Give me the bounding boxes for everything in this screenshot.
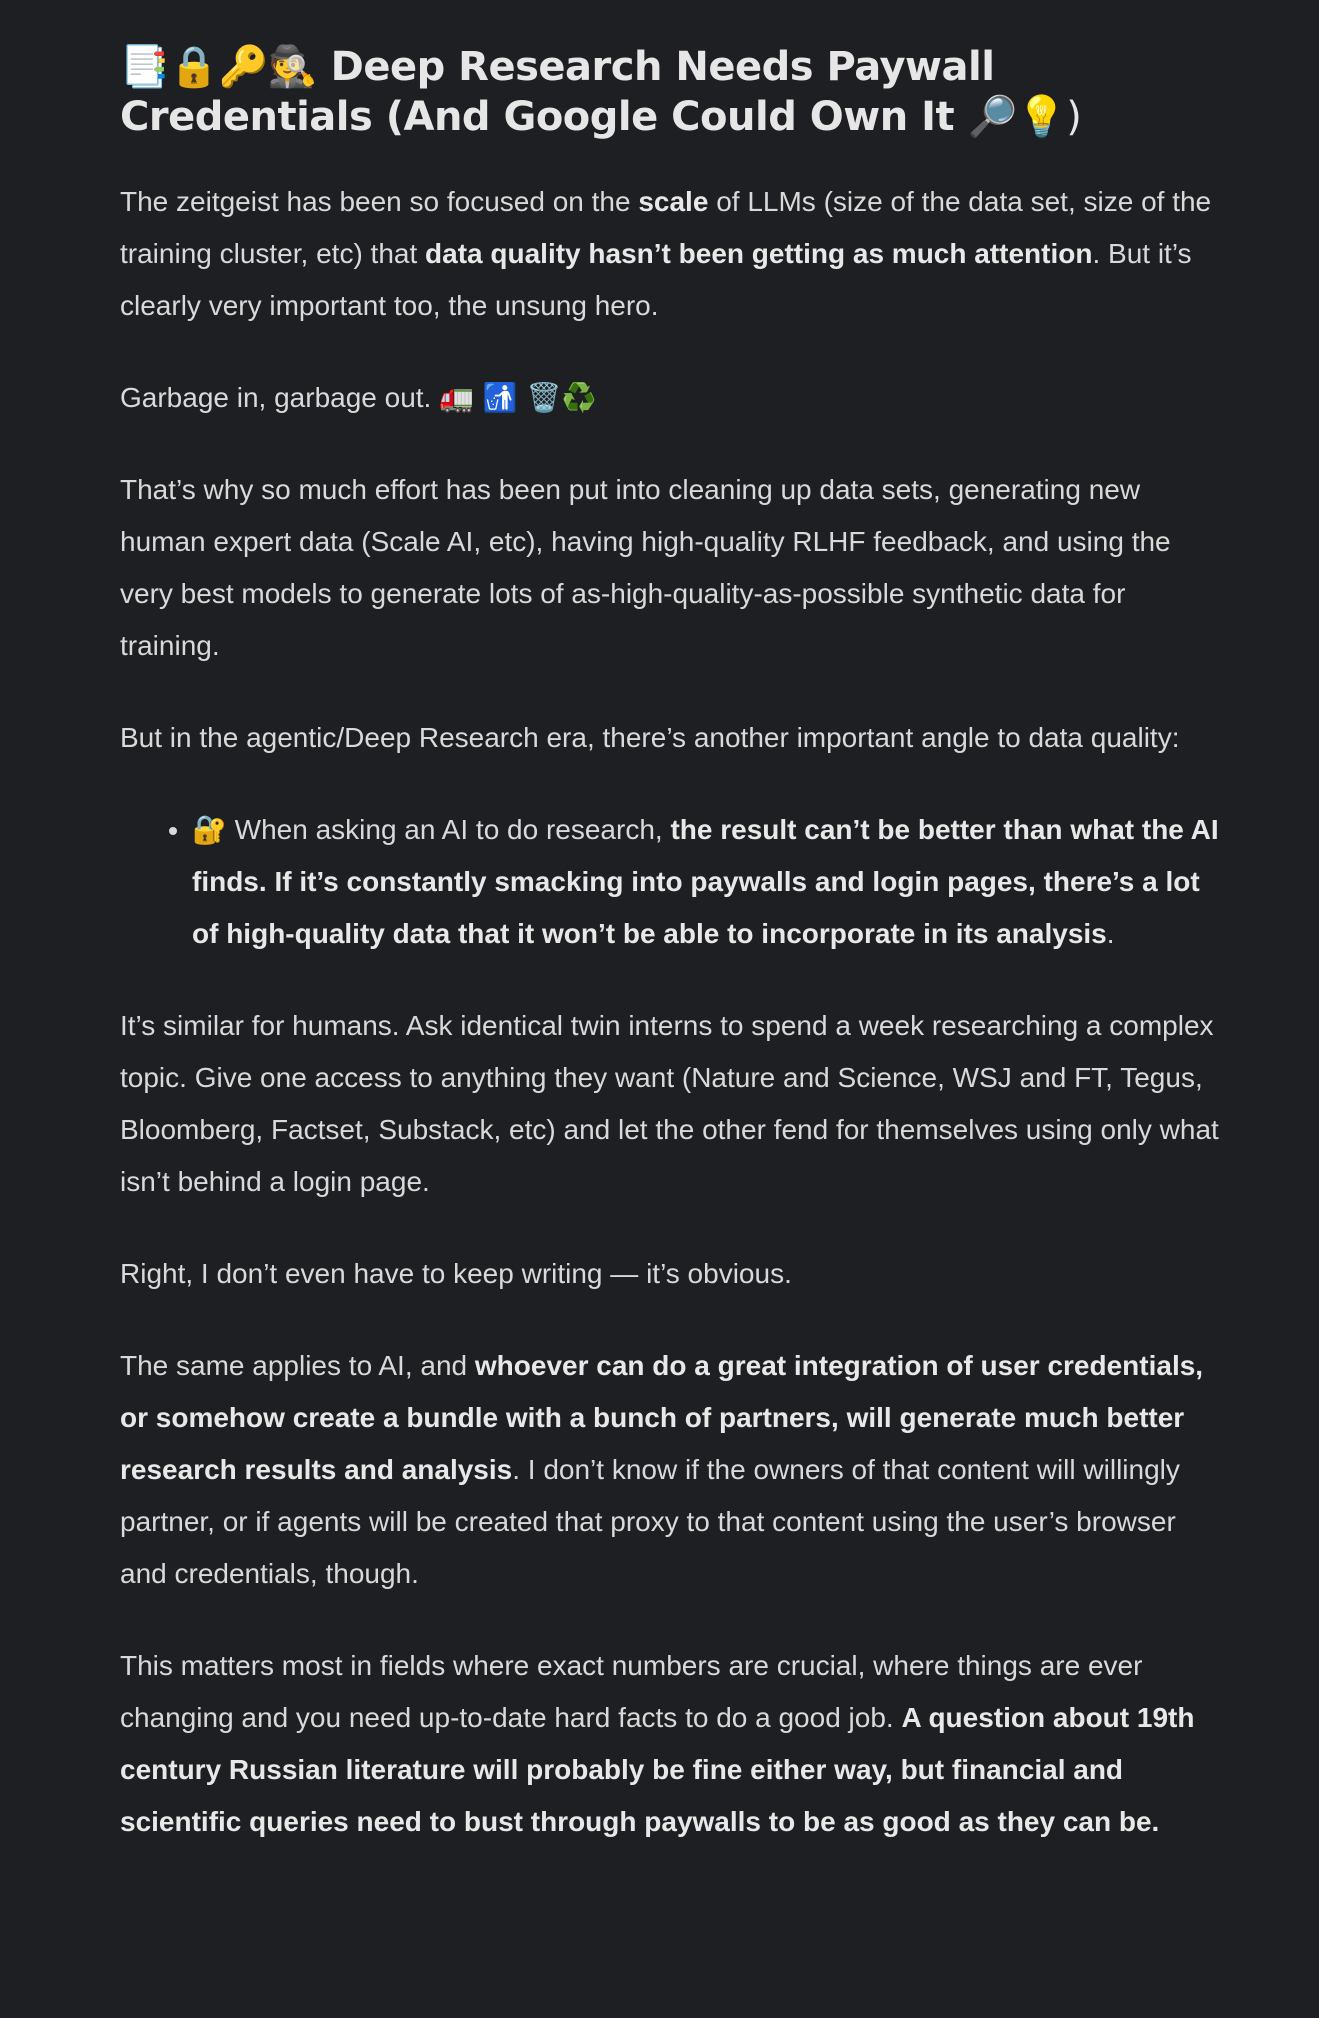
- text-run: The same applies to AI, and: [120, 1350, 475, 1381]
- paragraph-garbage: [120, 372, 1220, 424]
- bullet-list: [120, 804, 1220, 960]
- title-emoji-icons: 📑🔒🔑🕵️: [120, 44, 318, 90]
- bold-text: data quality hasn’t been getting as much attention: [425, 238, 1093, 269]
- paragraph-credentials: [120, 1340, 1220, 1600]
- title-text: Deep Research Needs Paywall Credentials (And Google Could Own It: [120, 44, 995, 140]
- text-run: When asking an AI to do research,: [226, 814, 671, 845]
- paragraph-humans: It’s similar for humans. Ask identical twin interns to spend a week researching a complex topic. Give one access to anything they want (Nature and Science, WSJ and FT, Tegus, Bloomberg, Factset, Substack, etc) and let the other fend for themselves using only what isn’t behind a login page.: [120, 1010, 1219, 1197]
- article-title: [120, 42, 1220, 142]
- article: [120, 42, 1220, 1888]
- text-run: This matters most in fields where exact numbers are crucial, where things are ever changing and you need up-to-date hard facts to do a good job.: [120, 1650, 1143, 1733]
- bold-text: whoever can do a great integration of user credentials, or somehow create a bundle with a bunch of partners, will generate much better research results and analysis: [120, 1350, 1204, 1485]
- bold-text: A question about 19th century Russian literature will probably be fine either way, but financial and scientific queries need to bust through paywalls to be as good as they can be.: [120, 1702, 1195, 1837]
- text-run: The zeitgeist has been so focused on the: [120, 186, 639, 217]
- text-run: Garbage in, garbage out.: [120, 382, 432, 413]
- text-run: .: [1106, 918, 1115, 949]
- lock-key-icon: 🔐: [192, 813, 227, 846]
- bold-text: the result can’t be better than what the AI finds. If it’s constantly smacking into paywalls and login pages, there’s a lot of high-quality data that it won’t be able to incorporate in its analysis: [192, 814, 1219, 949]
- paragraph-effort: That’s why so much effort has been put into cleaning up data sets, generating new human expert data (Scale AI, etc), having high-quality RLHF feedback, and using the very best models to generate lots of as-high-quality-as-possible synthetic data for training.: [120, 474, 1171, 661]
- text-run: . But it’s clearly very important too, the unsung hero.: [120, 238, 1192, 321]
- bold-text: scale: [638, 186, 709, 217]
- paragraph-intro: [120, 176, 1220, 332]
- garbage-emoji-icons: 🚛 🚮 🗑️♻️: [439, 381, 597, 414]
- text-run: of LLMs (size of the data set, size of the training cluster, etc) that: [120, 186, 1212, 269]
- paragraph-obvious: Right, I don’t even have to keep writing — it’s obvious.: [120, 1258, 792, 1289]
- title-emoji-suffix-icons: 🔎💡): [967, 94, 1082, 140]
- text-run: . I don’t know if the owners of that content will willingly partner, or if agents will be created that proxy to that content using the user’s browser and credentials, though.: [120, 1454, 1180, 1589]
- paragraph-agentic: But in the agentic/Deep Research era, there’s another important angle to data quality:: [120, 722, 1180, 753]
- paragraph-fields: [120, 1640, 1220, 1848]
- list-item: [192, 804, 1220, 960]
